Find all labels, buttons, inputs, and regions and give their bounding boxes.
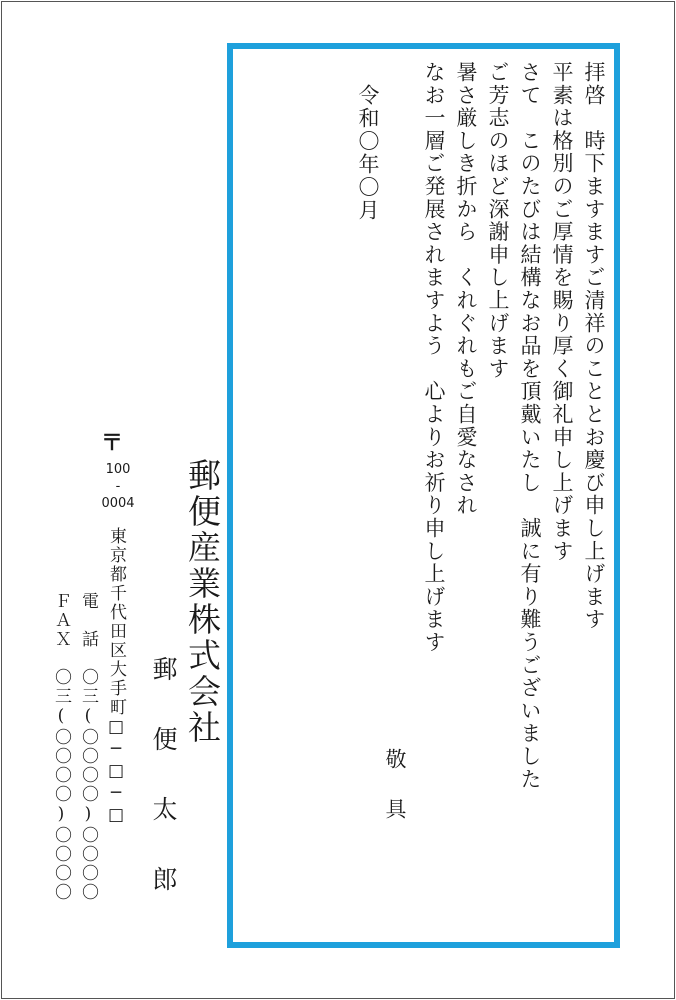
sender-address: 東京都千代田区大手町□─□─□ (106, 527, 126, 827)
postal-mark-icon: 〒 (101, 431, 124, 456)
sender-phone: 電 話 〇三(〇〇〇〇)〇〇〇〇 (78, 592, 98, 902)
closing-word: 敬具 (383, 748, 407, 848)
letter-line-1: 拝啓 時下ますますご清祥のこととお慶び申し上げます (582, 61, 606, 631)
letter-line-3: さて このたびは結構なお品を頂戴いたし 誠に有り難うございました (518, 61, 542, 791)
company-name: 郵便産業株式会社 (183, 458, 222, 746)
sender-name: 郵便太郎 (149, 656, 178, 936)
postal-code-bottom: 0004 (101, 496, 135, 511)
letter-line-5: 暑さ厳しき折から くれぐれもご自愛なされ (454, 61, 478, 517)
letter-line-6: なお一層ご発展されますよう 心よりお祈り申し上げます (422, 61, 446, 654)
postal-code-top: 100 (105, 462, 131, 477)
postal-code (100, 461, 136, 512)
letter-date: 令和〇年〇月 (356, 84, 380, 222)
letter-line-2: 平素は格別のご厚情を賜り厚く御礼申し上げます (550, 61, 574, 563)
sender-fax: ＦＡＸ 〇三(〇〇〇〇)〇〇〇〇 (51, 592, 71, 902)
postal-code-dash: - (115, 479, 121, 494)
letter-line-4: ご芳志のほど深謝申し上げます (486, 61, 510, 381)
